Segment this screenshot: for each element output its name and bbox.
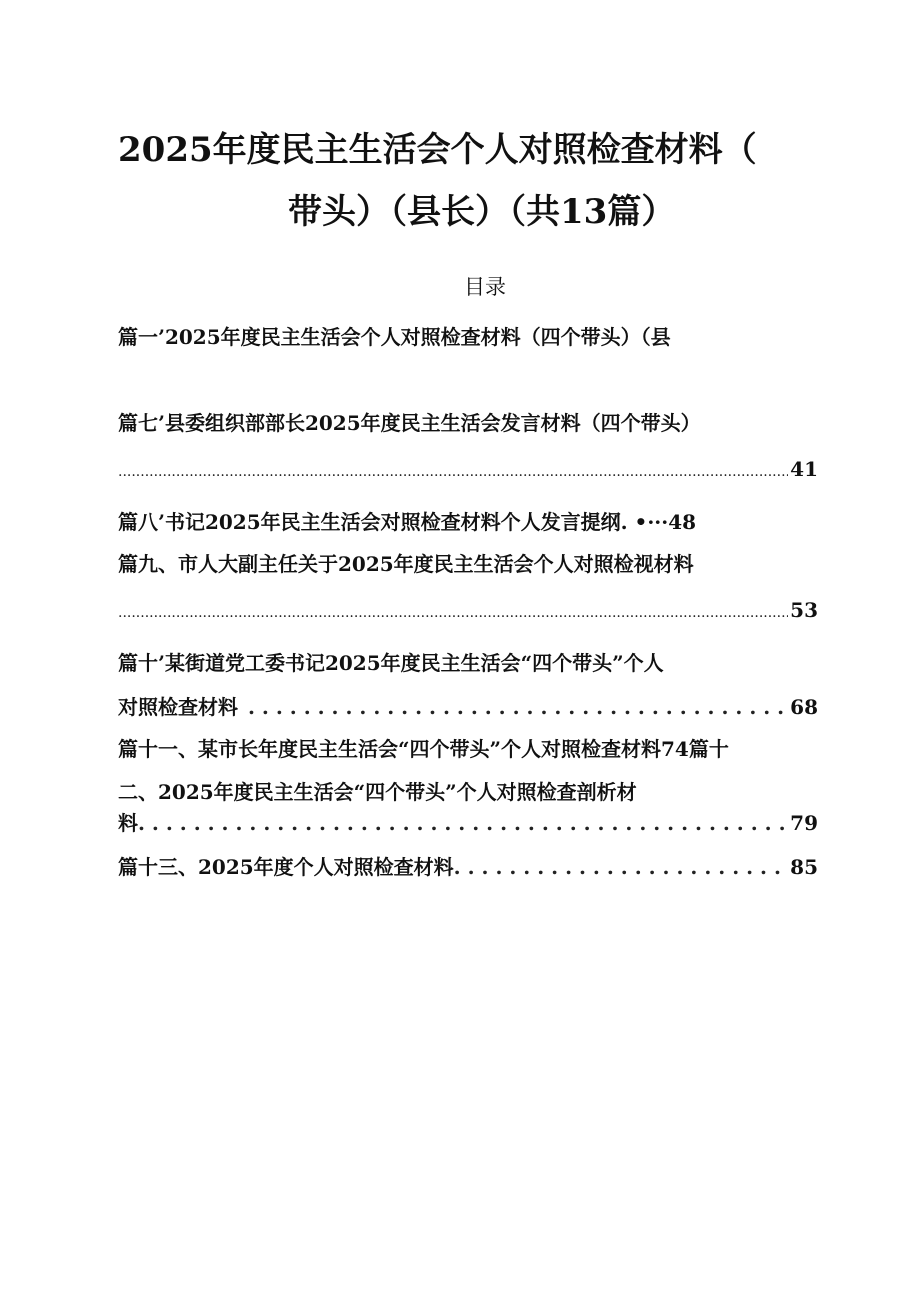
toc-entry-3[interactable]: 篇八’书记2025年民主生活会对照检查材料个人发言提纲. •···48: [118, 510, 697, 534]
toc-entry-5[interactable]: 篇十’某街道党工委书记2025年度民主生活会“四个带头”个人: [118, 651, 664, 675]
document-title-line-2: 带头）（县长）（共13篇）: [288, 192, 676, 232]
dot-leader: [454, 852, 788, 882]
dot-leader: [118, 595, 788, 628]
dot-leader: [138, 808, 788, 838]
dot-leader: [118, 454, 788, 487]
toc-entry-8-label[interactable]: 篇十三、2025年度个人对照检查材料: [118, 855, 454, 879]
document-title-line-1: 2025年度民主生活会个人对照检查材料（: [118, 130, 757, 170]
toc-heading: 目录: [464, 275, 506, 299]
toc-entry-5-continuation[interactable]: 对照检查材料: [118, 695, 238, 719]
toc-entry-7[interactable]: 二、2025年度民主生活会“四个带头”个人对照检查剖析材: [118, 780, 637, 804]
toc-page-number: 53: [790, 598, 818, 622]
toc-entry-1[interactable]: 篇一’2025年度民主生活会个人对照检查材料（四个带头）（县: [118, 325, 671, 349]
toc-entry-7-continuation[interactable]: 料: [118, 811, 138, 835]
toc-page-number: 85: [790, 855, 818, 879]
toc-entry-5-leader-row: [118, 692, 818, 722]
toc-entry-4[interactable]: 篇九、市人大副主任关于2025年度民主生活会个人对照检视材料: [118, 552, 694, 576]
toc-page-number: 41: [790, 457, 818, 481]
toc-entry-6[interactable]: 篇十一、某市长年度民主生活会“四个带头”个人对照检查材料74篇十: [118, 737, 729, 761]
toc-entry-2[interactable]: 篇七’县委组织部部长2025年度民主生活会发言材料（四个带头）: [118, 411, 701, 435]
dot-leader: [238, 692, 788, 722]
toc-entry-8[interactable]: [118, 852, 818, 882]
toc-entry-7-leader-row: [118, 808, 818, 838]
toc-entry-2-leader-row: [118, 454, 818, 487]
toc-page-number: 79: [790, 811, 818, 835]
toc-entry-4-leader-row: [118, 595, 818, 628]
toc-page-number: 68: [790, 695, 818, 719]
